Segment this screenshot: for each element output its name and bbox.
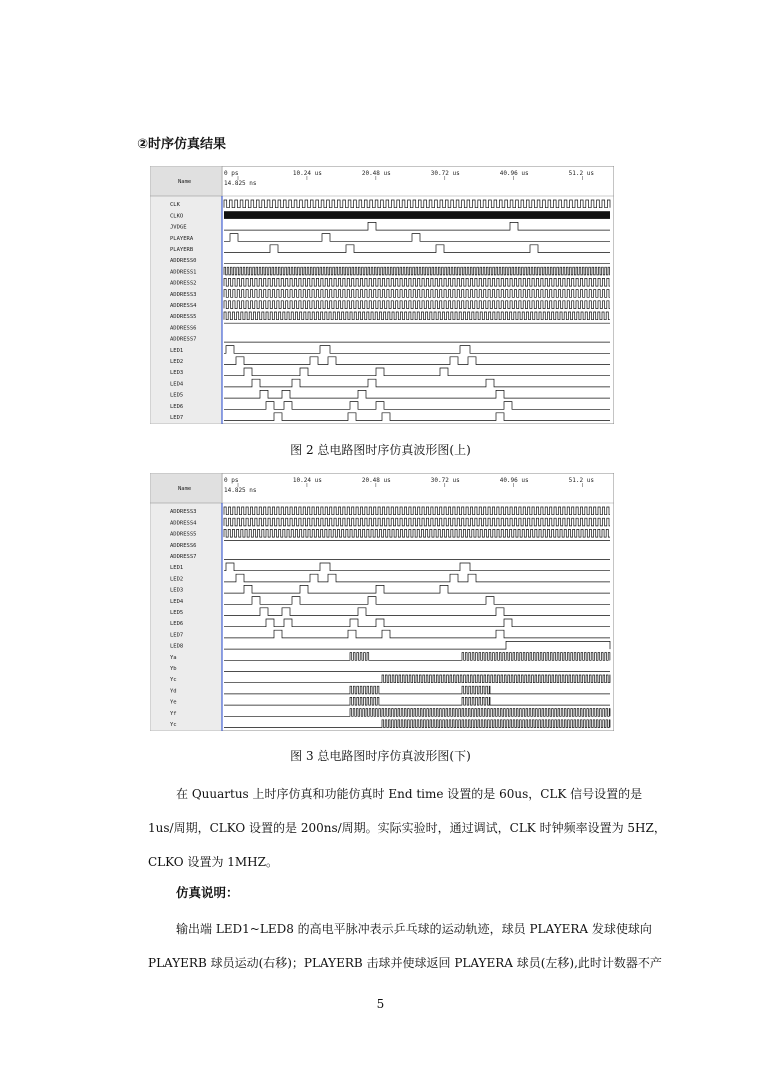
signal-name[interactable]: LED6 (170, 621, 184, 628)
signal-name[interactable]: PLAYERB (170, 247, 194, 253)
signal-name[interactable]: PLAYERA (170, 235, 194, 242)
waveform-chart-lower (150, 473, 614, 731)
section-title: ②时序仿真结果 (137, 137, 227, 152)
paragraph-notes (148, 912, 662, 980)
time-tick-label: 0 ps (224, 170, 239, 177)
signal-name[interactable]: ADDRESS7 (170, 336, 197, 343)
signal-name[interactable]: ADDRESS4 (170, 520, 197, 527)
signal-name[interactable]: CLK (170, 202, 180, 209)
signal-name[interactable]: Yb (170, 666, 177, 672)
signal-name[interactable]: LED7 (170, 415, 184, 421)
signal-name[interactable]: LED2 (170, 359, 184, 365)
simulation-notes-heading: 仿真说明： (176, 885, 239, 900)
signal-name[interactable]: JVDGE (170, 224, 187, 231)
signal-name[interactable]: LED6 (170, 403, 184, 410)
time-tick-label: 30.72 us (430, 477, 460, 484)
time-tick-label: 10.24 us (292, 477, 322, 484)
signal-name[interactable]: LED5 (170, 392, 184, 399)
signal-name[interactable]: LED4 (170, 598, 184, 605)
time-tick-label: 20.48 us (361, 170, 391, 177)
time-tick-label: 30.72 us (430, 170, 460, 177)
paragraph-line: PLAYERB 球员运动(右移)；PLAYERB 击球并使球返回 PLAYERA 球员(左移),此时计数器不产 (148, 956, 662, 970)
waveform-figure-lower (150, 473, 614, 731)
signal-name[interactable]: LED2 (170, 576, 184, 583)
signal-name[interactable]: ADDRESS5 (170, 531, 197, 538)
time-tick-label: 51.2 us (568, 477, 594, 484)
waveform-figure-upper (150, 166, 614, 424)
time-tick-label: 40.96 us (499, 477, 529, 484)
cursor-time-label: 14.825 ns (224, 180, 257, 187)
signal-name[interactable]: ADDRESS6 (170, 542, 197, 549)
signal-name[interactable]: LED4 (170, 381, 184, 388)
figure-caption-lower: 图 3 总电路图时序仿真波形图(下) (290, 749, 471, 763)
signal-name[interactable]: LED7 (170, 632, 184, 639)
signal-name[interactable]: LED1 (170, 565, 184, 572)
signal-name[interactable]: ADDRESS7 (170, 554, 197, 560)
signal-name[interactable]: LED5 (170, 610, 184, 616)
signal-name[interactable]: ADDRESS2 (170, 280, 197, 287)
paragraph-line: 在 Quuartus 上时序仿真和功能仿真时 End time 设置的是 60us，CLK 信号设置的是 (176, 787, 643, 801)
signal-name[interactable]: LED1 (170, 347, 184, 354)
waveform-trace (224, 211, 610, 219)
signal-name[interactable]: ADDRESS4 (170, 303, 197, 309)
time-tick-label: 20.48 us (361, 477, 391, 484)
signal-name[interactable]: Ye (170, 699, 177, 706)
waveform-chart-upper (150, 166, 614, 424)
signal-name[interactable]: Ya (170, 654, 177, 661)
signal-name[interactable]: Yc (170, 677, 177, 684)
paragraph-settings (148, 777, 666, 879)
signal-name[interactable]: LED8 (170, 643, 184, 650)
page-number: 5 (376, 997, 385, 1011)
signal-name[interactable]: ADDRESS0 (170, 258, 197, 265)
signal-name[interactable]: Yd (170, 688, 177, 695)
signal-name[interactable]: ADDRESS5 (170, 314, 197, 321)
paragraph-line: 输出端 LED1~LED8 的高电平脉冲表示乒乓球的运动轨迹，球员 PLAYERA 发球使球向 (176, 922, 652, 936)
signal-name[interactable]: ADDRESS3 (170, 291, 197, 298)
signal-name[interactable]: CLKO (170, 213, 184, 220)
time-tick-label: 0 ps (224, 477, 239, 484)
signal-name[interactable]: Yf (170, 710, 177, 717)
column-header-name: Name (178, 179, 192, 185)
paragraph-line: CLKO 设置为 1MHZ。 (148, 855, 278, 869)
column-header-name: Name (178, 486, 192, 492)
time-tick-label: 40.96 us (499, 170, 529, 177)
figure-caption-upper: 图 2 总电路图时序仿真波形图(上) (290, 443, 471, 457)
signal-name[interactable]: ADDRESS1 (170, 269, 197, 276)
time-tick-label: 51.2 us (568, 170, 594, 177)
signal-name[interactable]: LED3 (170, 370, 184, 377)
paragraph-line: 1us/周期，CLKO 设置的是 200ns/周期。实际实验时，通过调试，CLK 时钟频率设置为 5HZ， (148, 821, 666, 835)
signal-name[interactable]: ADDRESS6 (170, 325, 197, 332)
time-tick-label: 10.24 us (292, 170, 322, 177)
cursor-time-label: 14.825 ns (224, 487, 257, 494)
signal-name[interactable]: ADDRESS3 (170, 509, 197, 516)
signal-name[interactable]: LED3 (170, 587, 184, 594)
signal-name[interactable]: Yc (170, 722, 177, 728)
